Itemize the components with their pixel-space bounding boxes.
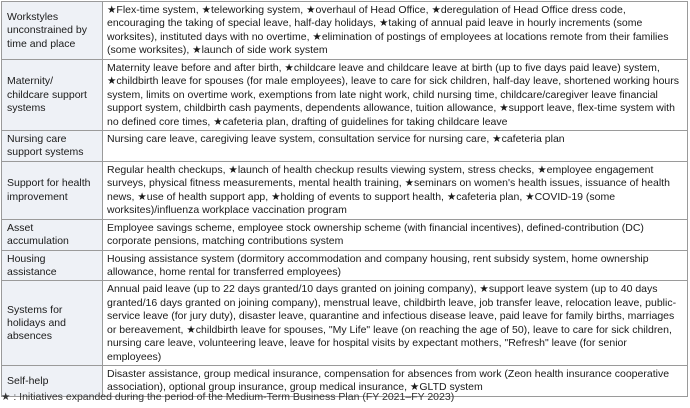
table-row [2,250,688,281]
category-cell: Housing assistance [2,250,103,281]
table-row [2,60,688,131]
description-cell: Maternity leave before and after birth, ★childcare leave and childcare leave at birth (up to five days paid leave) system, ★childbirth leave for spouses (for male employees), leave to care for sick children, half-day leave, shortened working hours system, limits on overtime work, exemptions from late night work, child nursing time, childcare/caregiver leave financial support system, childbirth cash payments, dependents allowance, tuition allowance, ★support leave, flex-time system with no defined core times, ★cafeteria plan, drafting of guidelines for taking childcare leave [103,60,688,131]
description-cell: Nursing care leave, caregiving leave system, consultation service for nursing care, ★cafeteria plan [103,131,688,162]
table-row [2,2,688,60]
benefits-table [1,1,688,397]
table-row [2,219,688,250]
category-cell: Support for health improvement [2,161,103,219]
description-cell: Housing assistance system (dormitory accommodation and company housing, rent subsidy system, home ownership allowance, home rental for transferred employees) [103,250,688,281]
description-cell: Disaster assistance, group medical insurance, compensation for absences from work (Zeon health insurance cooperative association), optional group insurance, group medical insurance, ★GLTD system [103,365,688,396]
category-cell: Systems for holidays and absences [2,281,103,365]
footnote: ★ : Initiatives expanded during the period of the Medium-Term Business Plan (FY 2021–FY 2023) [1,391,455,403]
category-cell: Self-help [2,365,103,396]
description-cell: Regular health checkups, ★launch of health checkup results viewing system, stress checks, ★employee engagement surveys, physical fitness measurements, mental health training, ★seminars on women's health issues, issuance of health news, ★use of health support app, ★holding of events to support health, ★cafeteria plan, ★COVID-19 (some worksites)/influenza workplace vaccination program [103,161,688,219]
category-cell: Workstyles unconstrained by time and place [2,2,103,60]
table-row [2,281,688,365]
description-cell: ★Flex-time system, ★teleworking system, ★overhaul of Head Office, ★deregulation of Head Office dress code, encouraging the taking of special leave, half-day holidays, ★taking of annual paid leave in hourly increments (some worksites), instituted days with no overtime, ★elimination of postings of employees at locations remote from their families (some worksites), ★launch of side work system [103,2,688,60]
description-cell: Employee savings scheme, employee stock ownership scheme (with financial incentives), defined-contribution (DC) corporate pensions, matching contributions system [103,219,688,250]
description-cell: Annual paid leave (up to 22 days granted/10 days granted on joining company), ★support leave system (up to 40 days granted/16 days granted on joining company), menstrual leave, childbirth leave, job transfer leave, relocation leave, public-service leave (for jury duty), disaster leave, quarantine and infectious disease leave, paid leave for family births, marriages or bereavement, ★childbirth leave for spouses, "My Life" leave (on reaching the age of 50), leave to care for sick children, nursing care leave, volunteering leave, leave for hospital visits by expectant mothers, "Refresh" leave (for senior employees) [103,281,688,365]
table-row [2,131,688,162]
category-cell: Nursing care support systems [2,131,103,162]
category-cell: Asset accumulation [2,219,103,250]
category-cell: Maternity/ childcare support systems [2,60,103,131]
table-row [2,161,688,219]
